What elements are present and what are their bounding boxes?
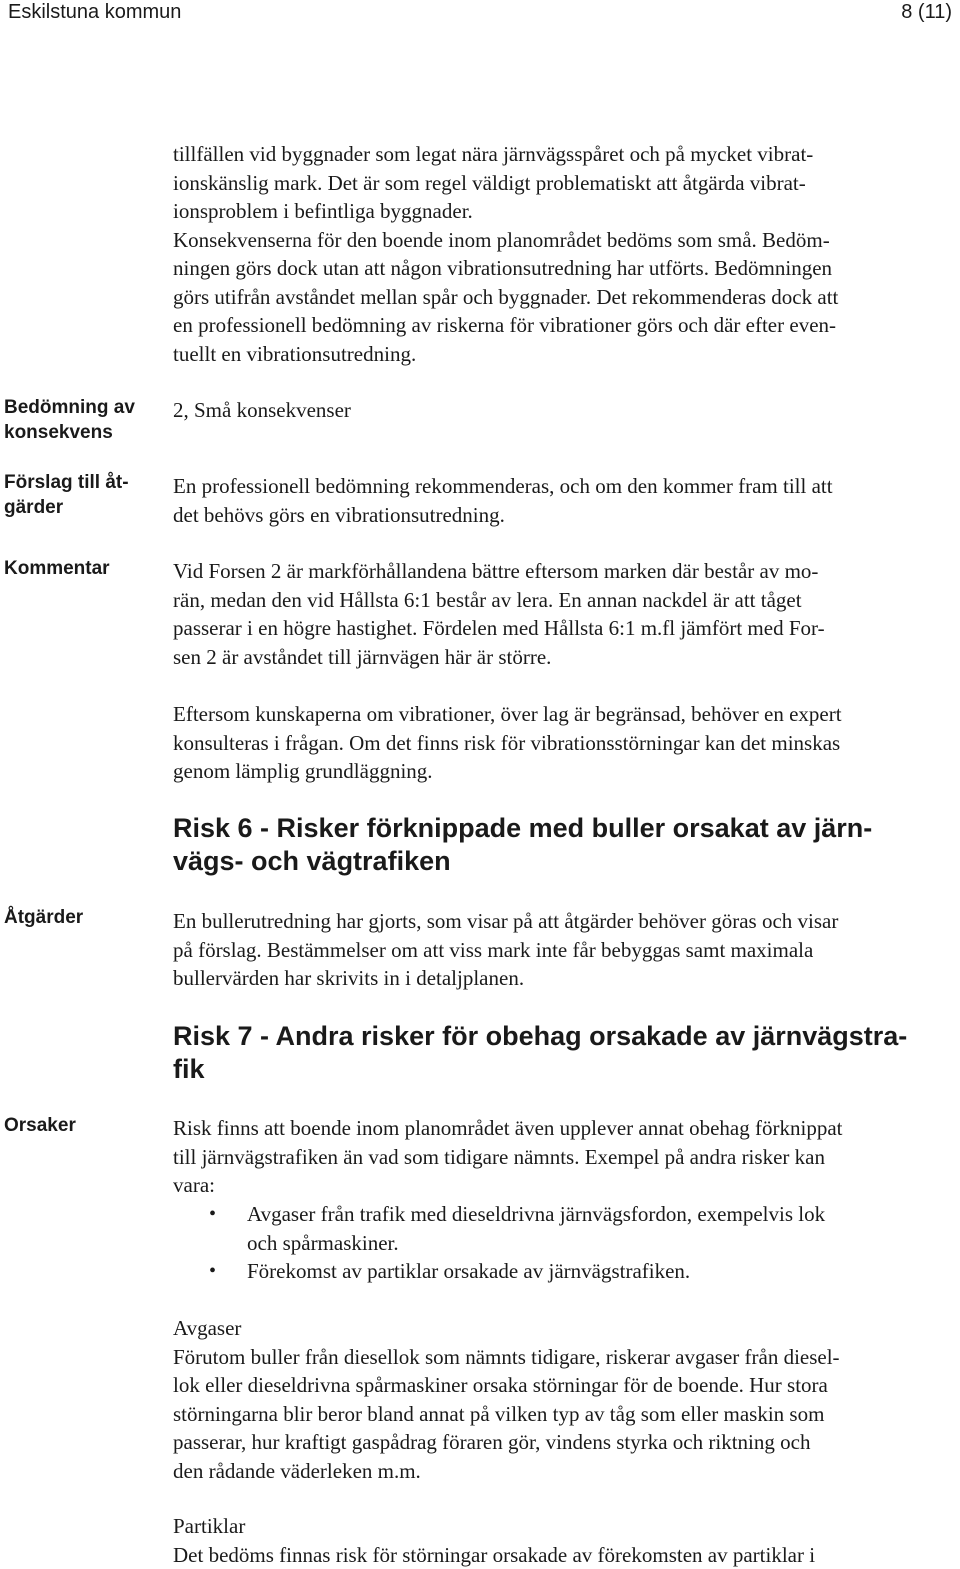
text-line: tillfällen vid byggnader som legat nära järnvägsspåret och på mycket vibrat- [173,140,960,169]
paragraph-orsaker [173,1114,960,1200]
text-line: ionsproblem i befintliga byggnader. [173,197,960,226]
label-line: gärder [4,495,154,520]
text-line: Förutom buller från diesellok som nämnts tidigare, riskerar avgaser från diesel- [173,1343,960,1372]
text-line: Konsekvenserna för den boende inom planområdet bedöms som små. Bedöm- [173,226,960,255]
label-bedomning [4,395,154,445]
paragraph-forslag [173,472,960,529]
text-line: genom lämplig grundläggning. [173,757,960,786]
text-line: konsulteras i frågan. Om det finns risk för vibrationsstörningar kan det minskas [173,729,960,758]
heading-line: fik [173,1053,960,1086]
text-line: En professionell bedömning rekommenderas, och om den kommer fram till att [173,472,960,501]
risk7-heading [173,1020,960,1086]
text-line: det behövs görs en vibrationsutredning. [173,501,960,530]
paragraph-expert [173,700,960,786]
text-line: och spårmaskiner. [247,1229,960,1258]
subsection-title: Avgaser [173,1314,960,1343]
label-forslag [4,470,154,520]
text-line: passerar i en högre hastighet. Fördelen med Hållsta 6:1 m.fl jämfört med For- [173,614,960,643]
list-item [173,1257,960,1286]
text-line: sen 2 är avståndet till järnvägen här är större. [173,643,960,672]
label-kommentar [4,556,154,581]
text-line: rän, medan den vid Hållsta 6:1 består av lera. En annan nackdel är att tåget [173,586,960,615]
paragraph-kommentar [173,557,960,671]
text-line: passerar, hur kraftigt gaspådrag föraren gör, vindens styrka och riktning och [173,1428,960,1457]
text-line: Det bedöms finnas risk för störningar orsakade av förekomsten av partiklar i [173,1541,960,1569]
text-line: görs utifrån avståndet mellan spår och byggnader. Det rekommenderas dock att [173,283,960,312]
text-line: tuellt en vibrationsutredning. [173,340,960,369]
text-line: till järnvägstrafiken än vad som tidigare nämnts. Exempel på andra risker kan [173,1143,960,1172]
text-line: Risk finns att boende inom planområdet även upplever annat obehag förknippat [173,1114,960,1143]
label-line: Kommentar [4,556,154,581]
label-line: Åtgärder [4,905,154,930]
text-line: bullervärden har skrivits in i detaljplanen. [173,964,960,993]
organization-name: Eskilstuna kommun [8,0,181,24]
paragraph-intro [173,140,960,368]
text-line: på förslag. Bestämmelser om att viss mark inte får bebyggas samt maximala [173,936,960,965]
text-line: Förekomst av partiklar orsakade av järnvägstrafiken. [247,1257,960,1286]
text-line: Avgaser från trafik med dieseldrivna järnvägsfordon, exempelvis lok [247,1200,960,1229]
text-line: Vid Forsen 2 är markförhållandena bättre eftersom marken där består av mo- [173,557,960,586]
label-line: Förslag till åt- [4,470,154,495]
risk6-heading [173,812,960,878]
text-line: den rådande väderleken m.m. [173,1457,960,1486]
label-atgarder [4,905,154,930]
text-line: lok eller dieseldrivna spårmaskiner orsaka störningar för de boende. Hur stora [173,1371,960,1400]
page-header [0,0,960,26]
bedomning-value [173,396,960,425]
bullet-icon: • [209,1200,216,1229]
text-line: En bullerutredning har gjorts, som visar på att åtgärder behöver göras och visar [173,907,960,936]
subsection-title: Partiklar [173,1512,960,1541]
text-line: vara: [173,1171,960,1200]
paragraph-atgarder [173,907,960,993]
list-item [173,1200,960,1257]
section-avgaser [173,1314,960,1485]
label-orsaker [4,1113,154,1138]
bullet-list [173,1200,960,1286]
label-line: Orsaker [4,1113,154,1138]
label-line: konsekvens [4,420,154,445]
heading-line: vägs- och vägtrafiken [173,845,960,878]
text-line: ionskänslig mark. Det är som regel väldigt problematiskt att åtgärda vibrat- [173,169,960,198]
heading-line: Risk 6 - Risker förknippade med buller orsakat av järn- [173,812,960,845]
section-partiklar [173,1512,960,1569]
label-line: Bedömning av [4,395,154,420]
text-line: 2, Små konsekvenser [173,396,960,425]
bullet-icon: • [209,1257,216,1286]
text-line: en professionell bedömning av riskerna för vibrationer görs och där efter even- [173,311,960,340]
page-number: 8 (11) [901,0,952,24]
heading-line: Risk 7 - Andra risker för obehag orsakade av järnvägstra- [173,1020,960,1053]
text-line: Eftersom kunskaperna om vibrationer, över lag är begränsad, behöver en expert [173,700,960,729]
text-line: ningen görs dock utan att någon vibrationsutredning har utförts. Bedömningen [173,254,960,283]
text-line: störningarna blir beror bland annat på vilken typ av tåg som eller maskin som [173,1400,960,1429]
